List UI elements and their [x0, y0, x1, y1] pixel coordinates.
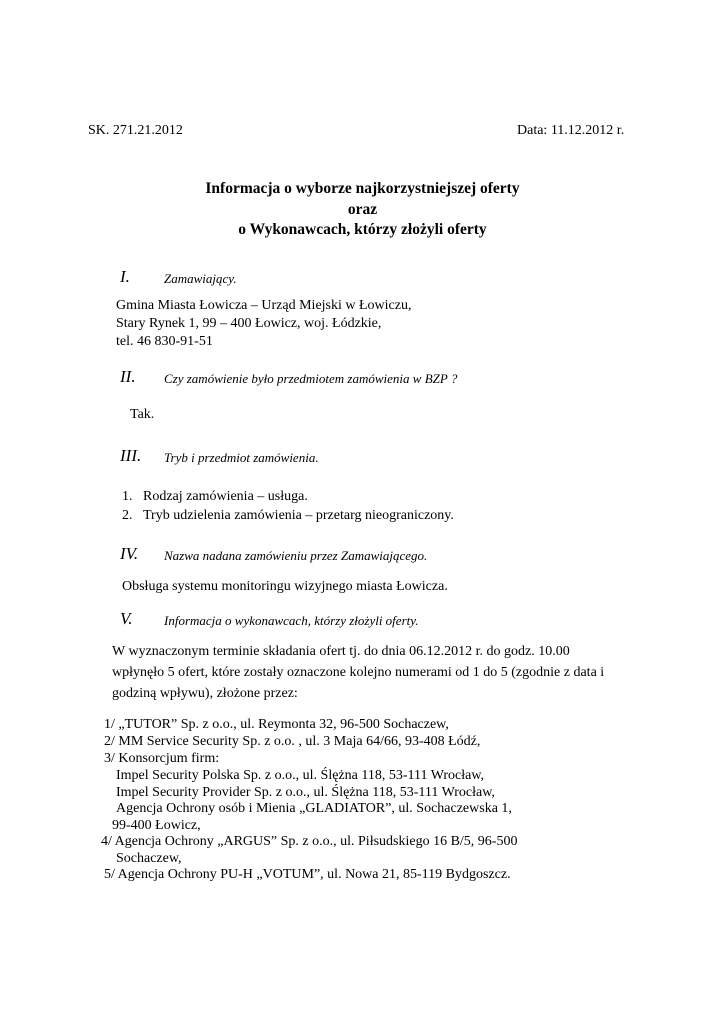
offer-3-member-1: Impel Security Polska Sp. z o.o., ul. Ślężna 118, 53-111 Wrocław, — [116, 768, 485, 783]
title-line-3: o Wykonawcach, którzy złożyli oferty — [238, 221, 487, 238]
section-5-numeral: V. — [120, 609, 133, 628]
offer-4-city: Sochaczew, — [116, 851, 182, 866]
section-5-intro-line-2: wpłynęło 5 ofert, które zostały oznaczone kolejno numerami od 1 do 5 (zgodnie z data i — [112, 665, 605, 680]
offer-3-member-2: Impel Security Provider Sp. z o.o., ul. Ślężna 118, 53-111 Wrocław, — [116, 785, 495, 800]
offer-5: 5/ Agencja Ochrony PU-H „VOTUM”, ul. Nowa 21, 85-119 Bydgoszcz. — [104, 867, 511, 882]
section-4-heading: Nazwa nadana zamówieniu przez Zamawiającego. — [164, 548, 428, 563]
section-5-intro-line-3: godziną wpływu), złożone przez: — [112, 686, 298, 701]
section-3-numeral: III. — [120, 446, 142, 465]
offer-2: 2/ MM Service Security Sp. z o.o. , ul. 3 Maja 64/66, 93-408 Łódź, — [104, 734, 481, 749]
section-3-item-1-text: Rodzaj zamówienia – usługa. — [143, 489, 308, 504]
document-reference: SK. 271.21.2012 — [88, 123, 183, 138]
section-4-text: Obsługa systemu monitoringu wizyjnego miasta Łowicza. — [122, 579, 448, 594]
offer-3-heading: 3/ Konsorcjum firm: — [104, 751, 220, 766]
title-line-1: Informacja o wyborze najkorzystniejszej oferty — [205, 180, 520, 197]
title-line-2: oraz — [347, 201, 378, 218]
document-date: Data: 11.12.2012 r. — [517, 123, 625, 138]
section-1-line-1: Gmina Miasta Łowicza – Urząd Miejski w Łowiczu, — [116, 298, 412, 313]
section-1-line-3: tel. 46 830-91-51 — [116, 334, 213, 349]
section-5-intro-line-1: W wyznaczonym terminie składania ofert tj. do dnia 06.12.2012 r. do godz. 10.00 — [112, 644, 570, 659]
section-5-heading: Informacja o wykonawcach, którzy złożyli oferty. — [164, 613, 419, 628]
section-2-answer: Tak. — [130, 407, 155, 422]
offer-4: 4/ Agencja Ochrony „ARGUS” Sp. z o.o., ul. Piłsudskiego 16 B/5, 96-500 — [101, 834, 518, 849]
section-2-numeral: II. — [120, 367, 136, 386]
offer-1: 1/ „TUTOR” Sp. z o.o., ul. Reymonta 32, 96-500 Sochaczew, — [104, 717, 449, 732]
offer-3-member-3-city: 99-400 Łowicz, — [112, 818, 201, 833]
section-1-line-2: Stary Rynek 1, 99 – 400 Łowicz, woj. Łódzkie, — [116, 316, 382, 331]
section-3-item-1-number: 1. — [122, 489, 133, 504]
section-1-numeral: I. — [120, 267, 130, 286]
section-3-heading: Tryb i przedmiot zamówienia. — [164, 450, 319, 465]
section-1-heading: Zamawiający. — [164, 271, 237, 286]
section-3-item-2-text: Tryb udzielenia zamówienia – przetarg nieograniczony. — [143, 508, 454, 523]
section-2-heading: Czy zamówienie było przedmiotem zamówienia w BZP ? — [164, 371, 458, 386]
section-4-numeral: IV. — [120, 544, 139, 563]
offer-3-member-3: Agencja Ochrony osób i Mienia „GLADIATOR”, ul. Sochaczewska 1, — [116, 801, 512, 816]
section-3-item-2-number: 2. — [122, 508, 133, 523]
